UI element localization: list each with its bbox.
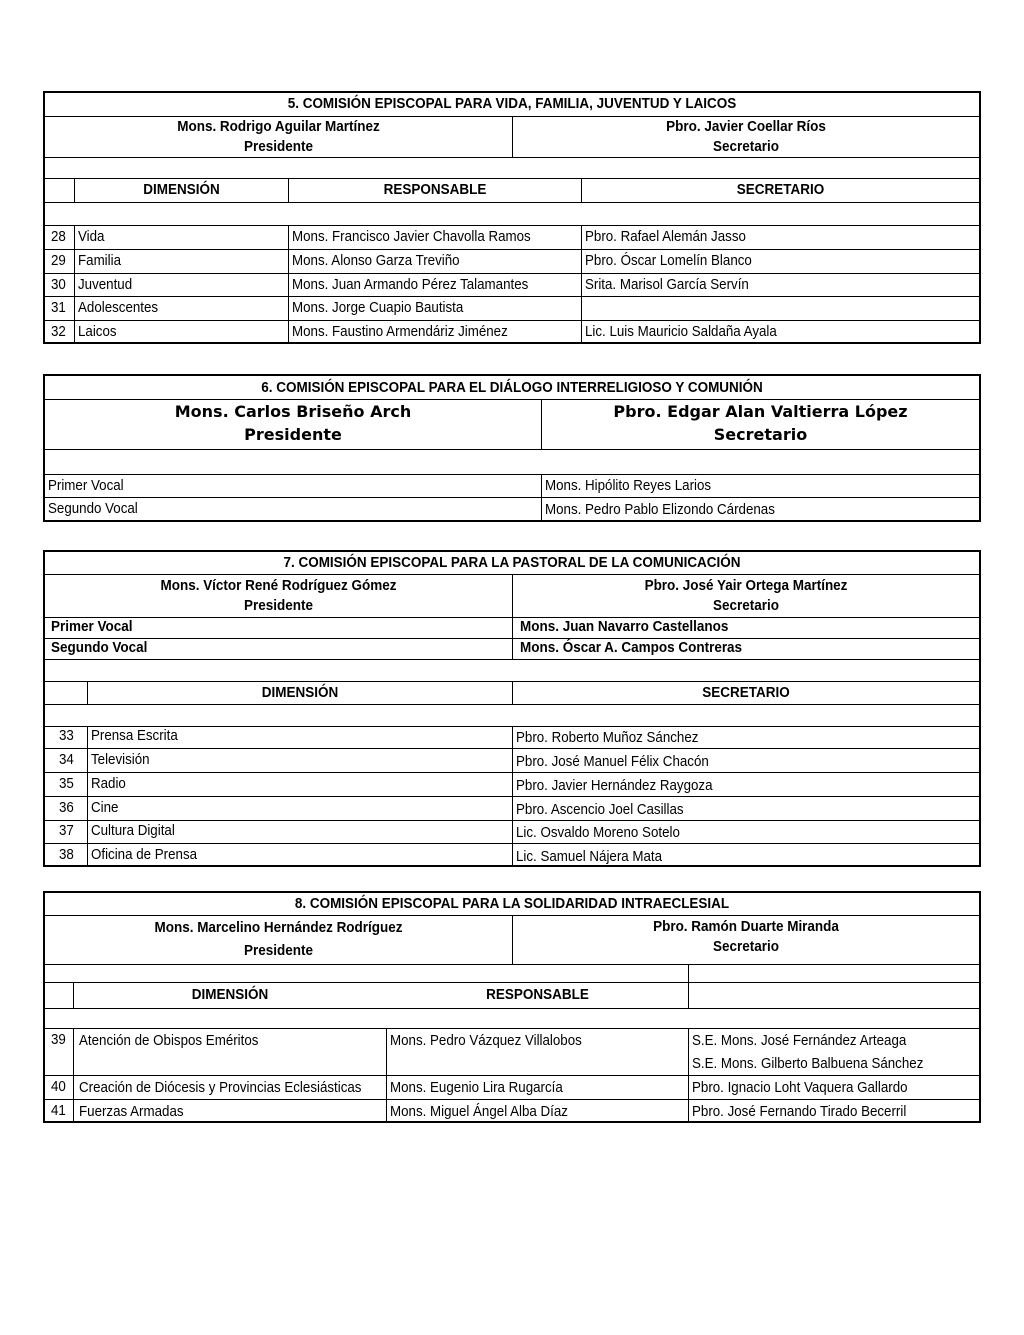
commission-6-secretary-name: Pbro. Edgar Alan Valtierra López — [613, 402, 908, 421]
row-responsable: Mons. Jorge Cuapio Bautista — [292, 300, 464, 316]
commission-6-president-name: Mons. Carlos Briseño Arch — [174, 402, 412, 421]
commission-8-table — [43, 891, 981, 1123]
commission-7-president-name: Mons. Víctor René Rodríguez Gómez — [160, 578, 397, 594]
row-number: 40 — [51, 1079, 66, 1095]
vocal-label: Primer Vocal — [51, 619, 133, 635]
row-responsable: Mons. Eugenio Lira Rugarcía — [390, 1080, 563, 1096]
commission-6-table — [43, 374, 981, 522]
row-secretario: Lic. Osvaldo Moreno Sotelo — [516, 825, 680, 841]
row-secretario-second: S.E. Mons. Gilberto Balbuena Sánchez — [692, 1056, 924, 1072]
row-secretario: Pbro. José Fernando Tirado Becerril — [692, 1104, 907, 1120]
row-responsable: Mons. Alonso Garza Treviño — [292, 253, 460, 269]
row-secretario: Pbro. Ascencio Joel Casillas — [516, 802, 684, 818]
column-header-dimension: DIMENSIÓN — [261, 685, 339, 701]
row-dimension: Familia — [78, 253, 121, 269]
row-dimension: Laicos — [78, 324, 117, 340]
row-dimension: Televisión — [91, 752, 150, 768]
row-responsable: Mons. Miguel Ángel Alba Díaz — [390, 1104, 568, 1120]
commission-7-secretary-role: Secretario — [713, 598, 779, 614]
column-header-secretario: SECRETARIO — [702, 685, 790, 701]
vocal-label: Primer Vocal — [48, 478, 124, 494]
row-secretario: Pbro. Roberto Muñoz Sánchez — [516, 730, 699, 746]
row-number: 34 — [59, 752, 74, 768]
row-dimension: Juventud — [78, 277, 133, 293]
row-number: 37 — [59, 823, 74, 839]
row-dimension: Creación de Diócesis y Provincias Eclesiásticas — [79, 1080, 362, 1096]
commission-7-table — [43, 550, 981, 867]
row-secretario: Pbro. Ignacio Loht Vaquera Gallardo — [692, 1080, 908, 1096]
column-header-dimension: DIMENSIÓN — [191, 987, 269, 1003]
row-responsable: Mons. Pedro Vázquez Villalobos — [390, 1033, 582, 1049]
row-dimension: Atención de Obispos Eméritos — [79, 1033, 259, 1049]
row-number: 28 — [51, 229, 66, 245]
vocal-name: Mons. Óscar A. Campos Contreras — [520, 640, 743, 656]
commission-8-president-role: Presidente — [244, 943, 313, 959]
vocal-name: Mons. Pedro Pablo Elizondo Cárdenas — [545, 502, 775, 518]
row-dimension: Oficina de Prensa — [91, 847, 198, 863]
vocal-label: Segundo Vocal — [48, 501, 138, 517]
commission-8-title: 8. COMISIÓN EPISCOPAL PARA LA SOLIDARIDAD INTRAECLESIAL — [294, 896, 730, 912]
row-secretario: Pbro. Rafael Alemán Jasso — [585, 229, 746, 245]
column-header-secretario: SECRETARIO — [736, 182, 825, 198]
row-dimension: Radio — [91, 776, 126, 792]
row-number: 38 — [59, 847, 74, 863]
row-number: 32 — [51, 324, 66, 340]
commission-5-secretary-name: Pbro. Javier Coellar Ríos — [666, 119, 826, 135]
commission-7-president-role: Presidente — [244, 598, 313, 614]
commission-6-title: 6. COMISIÓN EPISCOPAL PARA EL DIÁLOGO INTERRELIGIOSO Y COMUNIÓN — [261, 380, 763, 396]
row-secretario: Pbro. Óscar Lomelín Blanco — [585, 253, 752, 269]
commission-6-secretary-role: Secretario — [713, 425, 808, 444]
row-responsable: Mons. Francisco Javier Chavolla Ramos — [292, 229, 531, 245]
row-secretario: Pbro. José Manuel Félix Chacón — [516, 754, 709, 770]
commission-5-table — [43, 91, 981, 344]
row-number: 31 — [51, 300, 66, 316]
row-dimension: Cine — [91, 800, 119, 816]
commission-5-secretary-role: Secretario — [713, 139, 779, 155]
row-number: 36 — [59, 800, 74, 816]
row-number: 33 — [59, 728, 74, 744]
column-header-dimension: DIMENSIÓN — [143, 182, 220, 198]
row-number: 29 — [51, 253, 66, 269]
row-secretario: Lic. Samuel Nájera Mata — [516, 849, 663, 865]
row-dimension: Prensa Escrita — [91, 728, 178, 744]
row-secretario: Pbro. Javier Hernández Raygoza — [516, 778, 713, 794]
vocal-name: Mons. Juan Navarro Castellanos — [520, 619, 729, 635]
column-header-responsable: RESPONSABLE — [383, 182, 487, 198]
vocal-label: Segundo Vocal — [51, 640, 148, 656]
commission-7-secretary-name: Pbro. José Yair Ortega Martínez — [644, 578, 848, 594]
column-header-responsable: RESPONSABLE — [486, 987, 589, 1003]
row-dimension: Adolescentes — [78, 300, 159, 316]
row-responsable: Mons. Faustino Armendáriz Jiménez — [292, 324, 508, 340]
row-number: 35 — [59, 776, 74, 792]
commission-5-president-name: Mons. Rodrigo Aguilar Martínez — [177, 119, 380, 135]
row-dimension: Fuerzas Armadas — [79, 1104, 184, 1120]
row-number: 41 — [51, 1103, 66, 1119]
commission-5-title: 5. COMISIÓN EPISCOPAL PARA VIDA, FAMILIA, JUVENTUD Y LAICOS — [287, 96, 737, 112]
commission-8-secretary-name: Pbro. Ramón Duarte Miranda — [653, 919, 839, 935]
row-secretario: Srita. Marisol García Servín — [585, 277, 749, 293]
commission-8-president-name: Mons. Marcelino Hernández Rodríguez — [154, 920, 403, 936]
row-responsable: Mons. Juan Armando Pérez Talamantes — [292, 277, 529, 293]
commission-7-title: 7. COMISIÓN EPISCOPAL PARA LA PASTORAL DE LA COMUNICACIÓN — [283, 555, 741, 571]
commission-5-president-role: Presidente — [244, 139, 313, 155]
row-number: 39 — [51, 1032, 66, 1048]
row-dimension: Vida — [78, 229, 105, 245]
commission-8-secretary-role: Secretario — [713, 939, 779, 955]
row-number: 30 — [51, 277, 66, 293]
row-dimension: Cultura Digital — [91, 823, 175, 839]
row-secretario: S.E. Mons. José Fernández Arteaga — [692, 1033, 907, 1049]
vocal-name: Mons. Hipólito Reyes Larios — [545, 478, 712, 494]
row-secretario: Lic. Luis Mauricio Saldaña Ayala — [585, 324, 777, 340]
commission-6-president-role: Presidente — [244, 425, 342, 444]
